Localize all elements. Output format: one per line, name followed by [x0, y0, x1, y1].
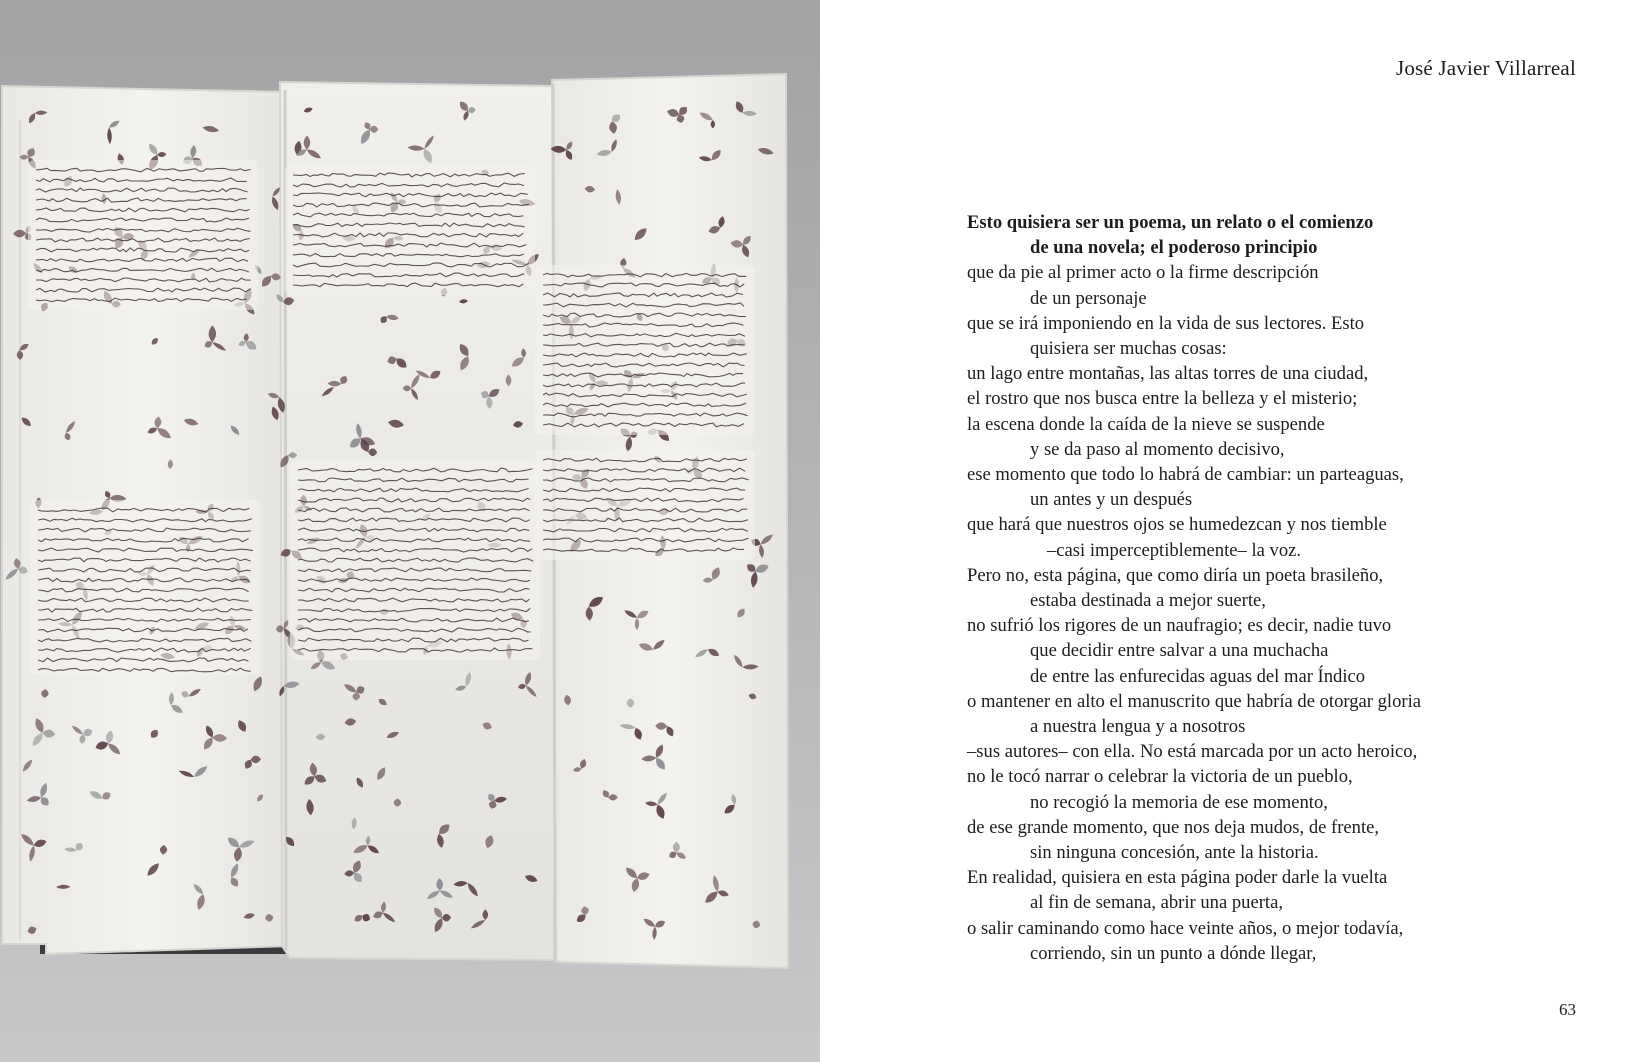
text-block-backdrop — [28, 160, 258, 310]
poem-line: o salir caminando como hace veinte años, o mejor todavía, — [967, 917, 1404, 939]
poem-line: Esto quisiera ser un poema, un relato o el comienzo — [967, 212, 1374, 233]
poem-line: –sus autores– con ella. No está marcada por un acto heroico, — [967, 741, 1418, 763]
poem-line: de ese grande momento, que nos deja mudos, de frente, — [967, 816, 1380, 838]
poem-text — [967, 210, 1567, 966]
poem-line: corriendo, sin un punto a dónde llegar, — [1030, 942, 1317, 964]
text-block-backdrop — [535, 450, 755, 560]
poem-line: un lago entre montañas, las altas torres de una ciudad, — [967, 363, 1369, 385]
poem-line: la escena donde la caída de la nieve se suspende — [967, 413, 1325, 435]
poem-line: y se da paso al momento decisivo, — [1030, 438, 1285, 460]
poem-line: que da pie al primer acto o la firme descripción — [967, 262, 1319, 284]
poem-line: de una novela; el poderoso principio — [1030, 237, 1318, 259]
poem-line: de un personaje — [1030, 287, 1147, 309]
poem-line: En realidad, quisiera en esta página poder darle la vuelta — [967, 867, 1388, 889]
poem-line: que se irá imponiendo en la vida de sus lectores. Esto — [967, 312, 1365, 334]
poem-line: que hará que nuestros ojos se humedezcan y nos tiemble — [967, 514, 1387, 536]
poem-line: o mantener en alto el manuscrito que habría de otorgar gloria — [967, 690, 1422, 712]
poem-line: Pero no, esta página, que como diría un poeta brasileño, — [967, 564, 1384, 586]
poem-line: ese momento que todo lo habrá de cambiar: un parteaguas, — [967, 464, 1404, 486]
page-number: 63 — [1559, 1000, 1576, 1019]
poem-line: que decidir entre salvar a una muchacha — [1030, 640, 1329, 662]
poem-line: sin ninguna concesión, ante la historia. — [1030, 842, 1319, 864]
poem-line: estaba destinada a mejor suerte, — [1030, 590, 1266, 612]
poem-line: el rostro que nos busca entre la belleza y el misterio; — [967, 388, 1358, 410]
text-block-backdrop — [535, 265, 755, 435]
poem-line: al fin de semana, abrir una puerta, — [1030, 892, 1283, 914]
poem-page — [820, 0, 1630, 1062]
poem-line: un antes y un después — [1030, 489, 1193, 511]
poem-line: no le tocó narrar o celebrar la victoria de un pueblo, — [967, 766, 1353, 788]
poem-line: no recogió la memoria de ese momento, — [1030, 791, 1328, 813]
poem-line: quisiera ser muchas cosas: — [1030, 338, 1227, 360]
author-name: José Javier Villarreal — [1395, 56, 1576, 80]
poem-line: a nuestra lengua y a nosotros — [1030, 716, 1246, 738]
poem-line: de entre las enfurecidas aguas del mar Índico — [1030, 665, 1366, 687]
poem-line: no sufrió los rigores de un naufragio; es decir, nadie tuvo — [967, 615, 1392, 637]
poem-line: –casi imperceptiblemente– la voz. — [1047, 539, 1302, 561]
